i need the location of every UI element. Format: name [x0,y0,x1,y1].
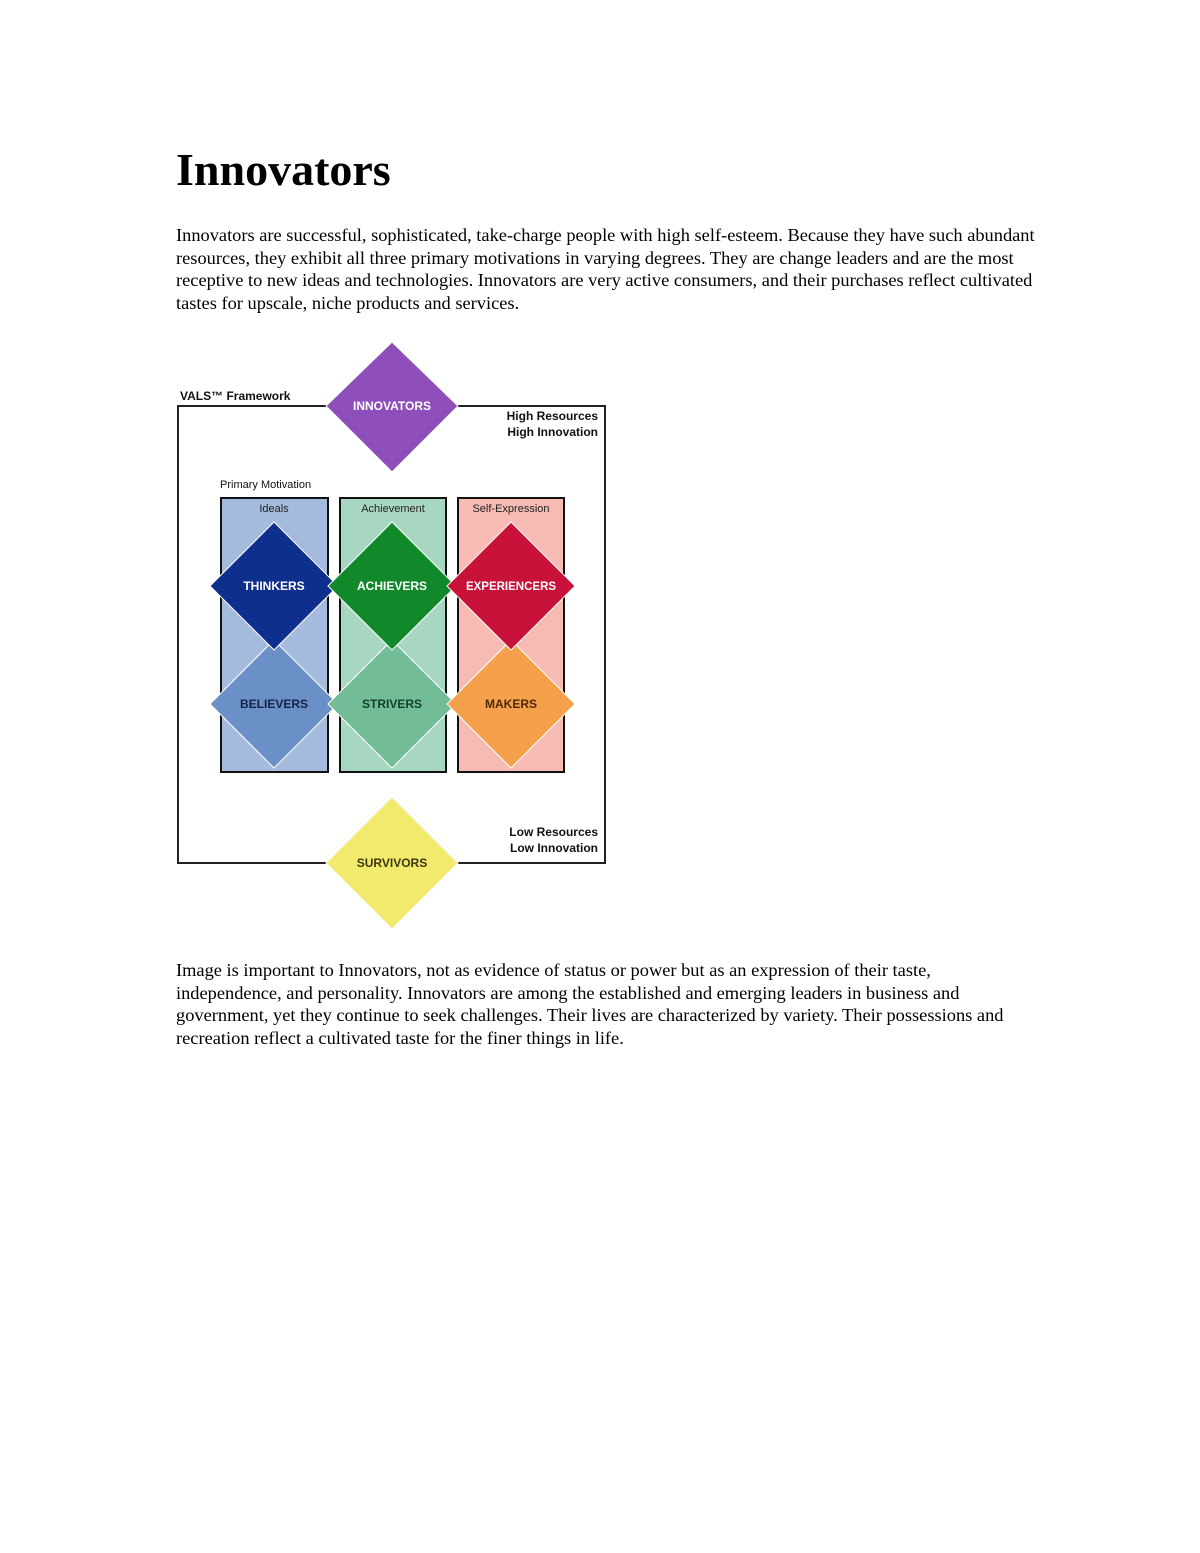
primary-motivation-label: Primary Motivation [220,479,312,491]
label-makers: MAKERS [484,697,538,711]
low-innovation-label: Low Innovation [510,841,598,855]
closing-paragraph: Image is important to Innovators, not as evidence of status or power but as an expression of their taste, independence, and personality. Innovators are among the established and emerging leaders in business and government, yet they continue to seek challenges. Their lives are characterized by variety. Their possessions and recreation reflect a cultivated taste for the finer things in life. [176,960,1004,1048]
vals-framework-diagram [170,338,615,938]
label-achievers: ACHIEVERS [356,579,428,593]
label-believers: BELIEVERS [239,697,309,711]
label-thinkers: THINKERS [243,579,305,593]
intro-paragraph: Innovators are successful, sophisticated, take-charge people with high self-esteem. Because they have such abundant resources, they exhibit all three primary motivations in varying degrees. They are change leaders and are the most receptive to new ideas and technologies. Innovators are very active consumers, and their purchases reflect cultivated tastes for upscale, niche products and services. [176,225,1035,313]
page-title: Innovators [176,144,391,195]
column-label-self-expression: Self-Expression [472,503,550,515]
low-resources-label: Low Resources [509,825,598,839]
label-survivors: SURVIVORS [356,856,428,870]
high-innovation-label: High Innovation [507,425,598,439]
framework-label: VALS™ Framework [180,389,291,403]
label-strivers: STRIVERS [361,697,423,711]
column-label-achievement: Achievement [361,503,425,515]
column-label-ideals: Ideals [259,503,289,515]
label-innovators: INNOVATORS [352,399,432,413]
label-experiencers: EXPERIENCERS [465,581,557,593]
high-resources-label: High Resources [506,409,598,423]
